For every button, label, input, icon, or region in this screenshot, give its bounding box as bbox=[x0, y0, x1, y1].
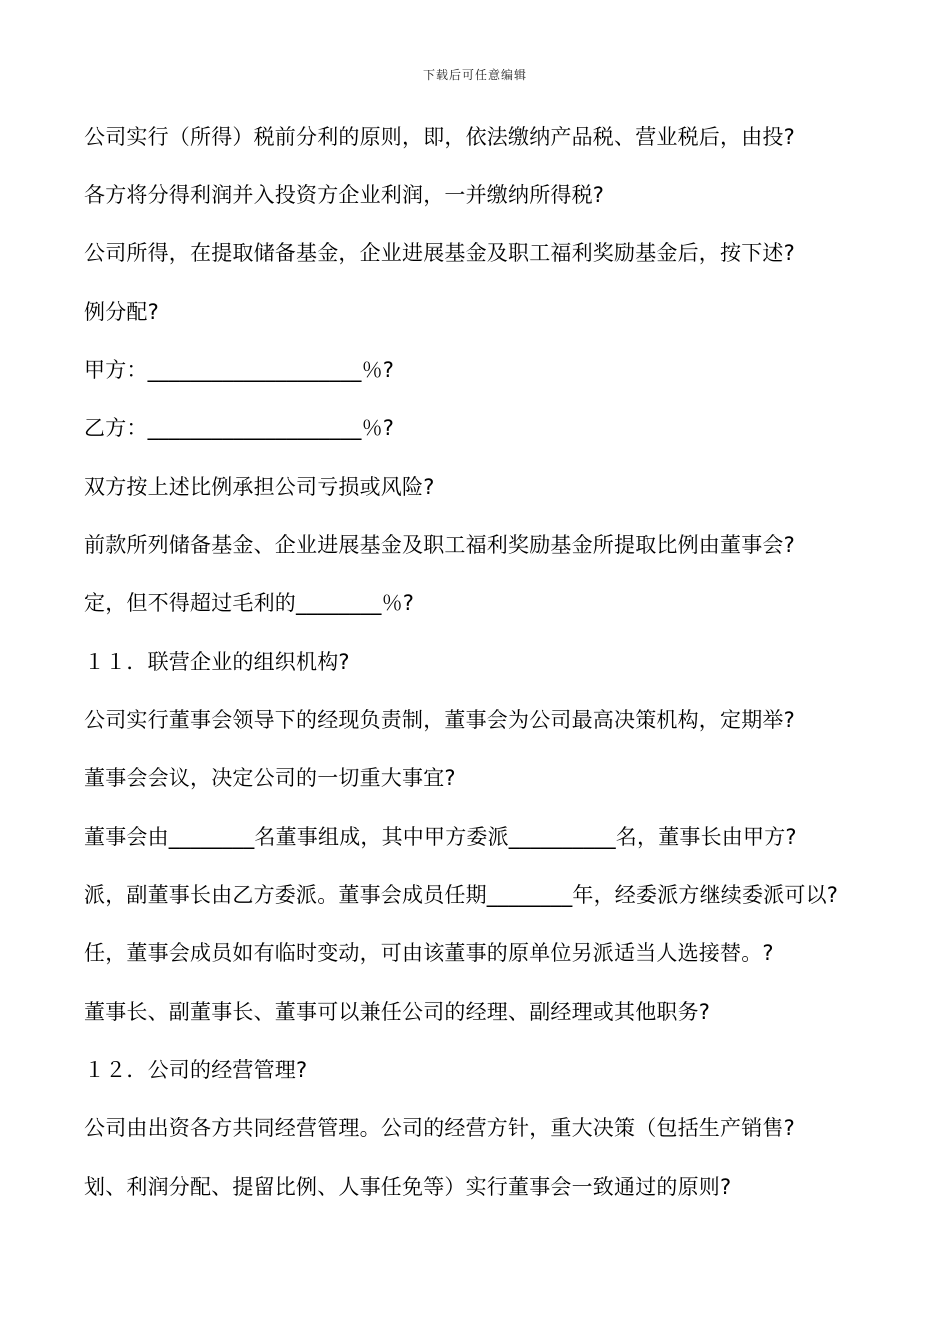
text-line: 甲方：____________________％? bbox=[84, 358, 395, 382]
text-line: 例分配? bbox=[84, 300, 159, 324]
text-line: 公司由出资各方共同经营管理。公司的经营方针，重大决策（包括生产销售? bbox=[84, 1116, 795, 1140]
page-header: 下载后可任意编辑 bbox=[422, 68, 527, 82]
text-line: 董事会会议，决定公司的一切重大事宜? bbox=[84, 766, 456, 790]
text-line: 乙方：____________________％? bbox=[84, 416, 395, 440]
text-line: 前款所列储备基金、企业进展基金及职工福利奖励基金所提取比例由董事会? bbox=[84, 533, 795, 557]
text-line: 定，但不得超过毛利的________％? bbox=[84, 591, 415, 615]
text-line: 各方将分得利润并入投资方企业利润，一并缴纳所得税? bbox=[84, 183, 605, 207]
text-line: 公司实行董事会领导下的经现负责制，董事会为公司最高决策机构，定期举? bbox=[84, 708, 795, 732]
text-line: 派，副董事长由乙方委派。董事会成员任期________年，经委派方继续委派可以? bbox=[84, 883, 839, 907]
section-heading: １１．联营企业的组织机构? bbox=[84, 650, 350, 674]
text-line: 划、利润分配、提留比例、人事任免等）实行董事会一致通过的原则? bbox=[84, 1175, 732, 1199]
text-line: 公司所得，在提取储备基金，企业进展基金及职工福利奖励基金后，按下述? bbox=[84, 241, 795, 265]
text-line: 任，董事会成员如有临时变动，可由该董事的原单位另派适当人选接替。? bbox=[84, 941, 774, 965]
text-line: 公司实行（所得）税前分利的原则，即，依法缴纳产品税、营业税后，由投? bbox=[84, 125, 795, 149]
text-line: 董事会由________名董事组成，其中甲方委派__________名，董事长由甲方? bbox=[84, 825, 797, 849]
text-line: 董事长、副董事长、董事可以兼任公司的经理、副经理或其他职务? bbox=[84, 1000, 711, 1024]
section-heading: １２．公司的经营管理? bbox=[84, 1058, 308, 1082]
text-line: 双方按上述比例承担公司亏损或风险? bbox=[84, 475, 435, 499]
